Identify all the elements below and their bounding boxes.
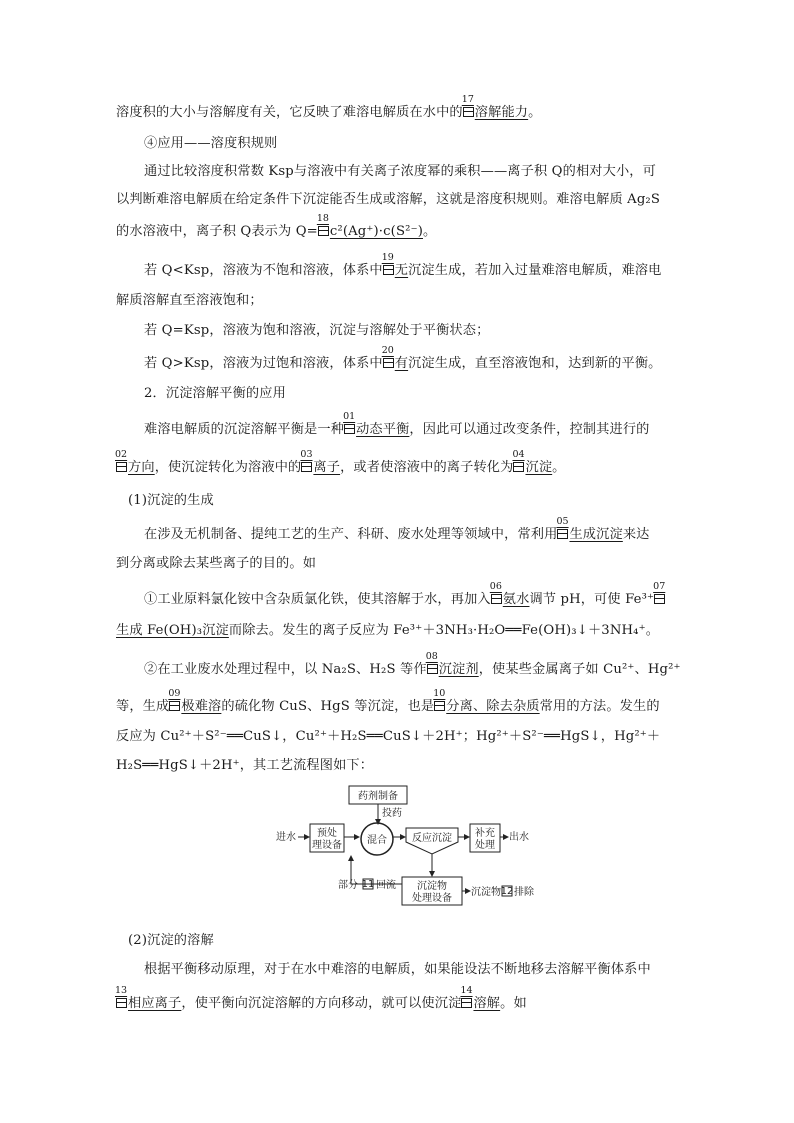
blank-number: 04 xyxy=(512,449,525,460)
text: 。如 xyxy=(500,996,527,1011)
outflow-label: 出水 xyxy=(509,832,529,843)
text-line xyxy=(115,985,682,1013)
text: 。 xyxy=(528,105,542,120)
text: 的硫化物 CuS、HgS 等沉淀，也是 xyxy=(221,699,435,714)
answer-text: 沉淀剂 xyxy=(438,662,479,677)
text-line xyxy=(144,581,710,609)
blank-number: 05 xyxy=(556,516,569,527)
answer-blank xyxy=(461,94,529,122)
mixer-label: 混合 xyxy=(367,835,387,846)
text-line: 通过比较溶度积常数 Ksp与溶液中有关离子浓度幂的乘积——离子积 Q的相对大小，可 xyxy=(144,164,656,179)
text-line: 根据平衡移动原理，对于在水中难溶的电解质，如果能设法不断地移去溶解平衡体系中 xyxy=(144,962,651,977)
answer-blank xyxy=(300,449,341,477)
blank-number: 17 xyxy=(461,94,474,105)
answer-blank xyxy=(556,516,623,544)
box-icon xyxy=(344,424,355,434)
answer-blank xyxy=(653,581,666,609)
discharge-label: 排除 xyxy=(514,887,534,898)
pretreatment-label: 预处 xyxy=(317,828,337,839)
blank-number: 18 xyxy=(316,213,329,224)
text: 等，生成 xyxy=(116,699,170,714)
answer-text: 溶解能力 xyxy=(474,105,529,120)
answer-blank xyxy=(381,252,409,280)
section-heading: (1)沉淀的生成 xyxy=(128,493,214,508)
answer-blank xyxy=(115,985,182,1013)
answer-blank xyxy=(433,688,540,716)
blank-number: 06 xyxy=(489,581,502,592)
answer-blank xyxy=(115,449,155,477)
box-icon xyxy=(169,701,180,711)
text: ，使平衡向沉淀溶解的方向移动，就可以使沉淀 xyxy=(181,996,462,1011)
answer-text: 沉淀 xyxy=(525,460,553,475)
text-line xyxy=(116,688,682,716)
blank-number: 07 xyxy=(653,581,666,592)
text-line xyxy=(115,449,682,477)
answer-text: 分离、除去杂质 xyxy=(446,699,540,714)
blank-number: 01 xyxy=(343,411,356,422)
text: 。 xyxy=(423,224,437,239)
text-line xyxy=(144,651,710,679)
answer-blank xyxy=(489,581,530,609)
text: ，或者使溶液中的离子转化为 xyxy=(340,460,514,475)
answer-text: c²(Ag⁺)·c(S²⁻) xyxy=(329,224,423,239)
text-line xyxy=(144,516,710,544)
box-icon xyxy=(383,265,394,275)
box-icon xyxy=(557,529,568,539)
box-icon xyxy=(491,594,502,604)
sediment-label: 处理设备 xyxy=(412,893,452,904)
box-icon xyxy=(318,226,329,236)
box-icon xyxy=(513,462,524,472)
box-icon xyxy=(116,998,127,1008)
text-line: 反应为 Cu²⁺＋S²⁻══CuS↓，Cu²⁺＋H₂S══CuS↓＋2H⁺；Hg²⁺＋S²⁻══HgS↓，Hg²⁺＋ xyxy=(116,729,661,744)
box-icon xyxy=(427,664,438,674)
text: 在涉及无机制备、提纯工艺的生产、科研、废水处理等领域中，常利用 xyxy=(144,527,558,542)
answer-text: 离子 xyxy=(313,460,341,475)
blank-number: 19 xyxy=(381,252,394,263)
answer-text: 极难溶 xyxy=(181,699,222,714)
text: ，使某些金属离子如 Cu²⁺、Hg²⁺ xyxy=(478,662,681,677)
text-line: 解质溶解直至溶液饱和； xyxy=(116,293,263,308)
text: ①工业原料氯化铵中含杂质氯化铁，使其溶解于水，再加入 xyxy=(144,592,491,607)
blank-number: 03 xyxy=(300,449,313,460)
answer-text: 有 xyxy=(394,356,409,371)
text-line xyxy=(116,622,682,640)
text: 调节 pH，可使 Fe³⁺ xyxy=(529,592,655,607)
answer-text: 相应离子 xyxy=(128,996,182,1011)
blank-number: 10 xyxy=(433,688,446,699)
text: 。 xyxy=(552,460,566,475)
reaction-label: 反应沉淀 xyxy=(412,833,452,844)
blank-number: 08 xyxy=(425,651,438,662)
answer-text: 溶解 xyxy=(473,996,501,1011)
box-icon xyxy=(116,462,127,472)
blank-number: 12 xyxy=(500,886,514,897)
pretreatment-label: 理设备 xyxy=(312,840,342,851)
text-line xyxy=(116,213,682,241)
text: ，使沉淀转化为溶液中的 xyxy=(154,460,302,475)
text-line: 若 Q=Ksp，溶液为饱和溶液，沉淀与溶解处于平衡状态； xyxy=(144,323,490,338)
text: 若 Q<Ksp，溶液为不饱和溶液，体系中 xyxy=(144,263,383,278)
blank-number: 11 xyxy=(361,879,375,890)
answer-blank xyxy=(381,345,409,373)
answer-blank xyxy=(512,449,553,477)
section-heading: (2)沉淀的溶解 xyxy=(128,933,214,948)
text: 而除去。发生的离子反应为 Fe³⁺＋3NH₃·H₂O══Fe(OH)₃↓＋3NH₄⁺。 xyxy=(228,623,660,638)
answer-blank xyxy=(425,651,479,679)
return-label: 部分 xyxy=(338,880,358,891)
text-line xyxy=(116,94,682,122)
text: 若 Q>Ksp，溶液为过饱和溶液，体系中 xyxy=(144,356,383,371)
answer-text: 无 xyxy=(394,263,409,278)
return-label: 回流 xyxy=(376,880,396,891)
text-line: H₂S══HgS↓＋2H⁺，其工艺流程图如下： xyxy=(116,758,374,773)
supplement-label: 补充 xyxy=(475,828,495,839)
box-icon xyxy=(463,107,474,117)
text: 难溶电解质的沉淀溶解平衡是一种 xyxy=(144,422,345,437)
dose-label: 投药 xyxy=(382,808,402,819)
text-line: 到分离或除去某些离子的目的。如 xyxy=(116,556,317,571)
answer-blank xyxy=(316,213,423,241)
text: 来达 xyxy=(622,527,650,542)
agent-label: 药剂制备 xyxy=(358,791,398,802)
text: 常用的方法。发生的 xyxy=(539,699,660,714)
text: ，因此可以通过改变条件，控制其进行的 xyxy=(409,422,650,437)
answer-blank xyxy=(343,411,410,439)
text-line xyxy=(144,252,710,280)
inflow-label: 进水 xyxy=(276,832,296,843)
section-heading: 2．沉淀溶解平衡的应用 xyxy=(144,386,286,401)
box-icon xyxy=(301,462,312,472)
process-flow-diagram xyxy=(276,784,546,914)
sediment-label: 沉淀物 xyxy=(417,881,447,892)
blank-number: 20 xyxy=(381,345,394,356)
answer-text: 生成 Fe(OH)₃沉淀 xyxy=(116,623,229,638)
box-icon xyxy=(461,998,472,1008)
answer-blank xyxy=(460,985,501,1013)
discharge-label: 沉淀物 xyxy=(471,887,501,898)
text: 沉淀生成，直至溶液饱和，达到新的平衡。 xyxy=(408,356,662,371)
blank-number: 02 xyxy=(115,449,128,460)
answer-text: 氨水 xyxy=(502,592,530,607)
text: 沉淀生成，若加入过量难溶电解质，难溶电 xyxy=(408,263,662,278)
text: 的水溶液中，离子积 Q表示为 Q= xyxy=(116,224,318,239)
supplement-label: 处理 xyxy=(475,840,495,851)
answer-blank xyxy=(168,688,222,716)
blank-number: 14 xyxy=(460,985,473,996)
answer-text: 生成沉淀 xyxy=(569,527,623,542)
box-icon xyxy=(383,358,394,368)
text-line xyxy=(144,411,710,439)
text: ②在工业废水处理过程中，以 Na₂S、H₂S 等作 xyxy=(144,662,427,677)
blank-number: 09 xyxy=(168,688,181,699)
answer-text: 方向 xyxy=(128,460,155,475)
text: 溶度积的大小与溶解度有关，它反映了难溶电解质在水中的 xyxy=(116,105,463,120)
blank-number: 13 xyxy=(115,985,128,996)
box-icon xyxy=(434,701,445,711)
text-line: 以判断难溶电解质在给定条件下沉淀能否生成或溶解，这就是溶度积规则。难溶电解质 Ag₂S xyxy=(116,192,661,207)
section-heading: ④应用——溶度积规则 xyxy=(144,136,278,151)
answer-text: 动态平衡 xyxy=(356,422,410,437)
box-icon xyxy=(654,594,665,604)
text-line xyxy=(144,345,710,373)
